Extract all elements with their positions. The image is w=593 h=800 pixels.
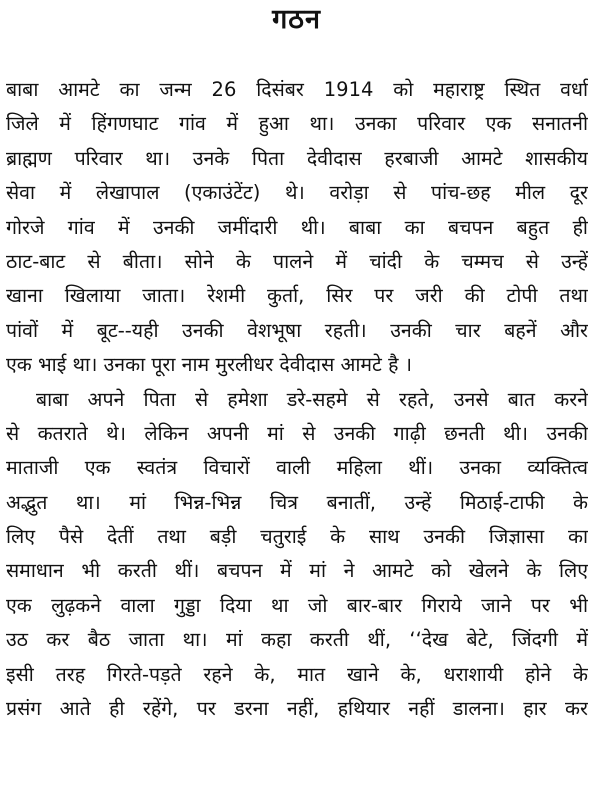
text-line: बाबा आमटे का जन्म 26 दिसंबर 1914 को महाराष्ट्र स्थित वर्धा: [6, 78, 588, 101]
text-line: पांवों में बूट--यही उनकी वेशभूषा रहती। उनकी चार बहनें और: [6, 318, 588, 342]
text-line: जिले में हिंगणघाट गांव में हुआ था। उनका परिवार एक सनातनी: [6, 112, 588, 136]
text-line: एक भाई था। उनका पूरा नाम मुरलीधर देवीदास आमटे है ।: [6, 353, 413, 377]
body-text: [6, 73, 588, 726]
chapter-title: गठन: [272, 4, 321, 35]
text-line: बाबा अपने पिता से हमेशा डरे-सहमे से रहते, उनसे बात करने: [36, 387, 588, 411]
text-line: इसी तरह गिरते-पड़ते रहने के, मात खाने के, धराशायी होने के: [6, 662, 588, 686]
text-line: उठ कर बैठ जाता था। मां कहा करती थीं, ‘‘देख बेटे, जिंदगी में: [6, 628, 588, 652]
text-line: ठाट-बाट से बीता। सोने के पालने में चांदी के चम्मच से उन्हें: [6, 249, 588, 273]
text-line: प्रसंग आते ही रहेंगे, पर डरना नहीं, हथियार नहीं डालना। हार कर: [6, 697, 588, 721]
text-line: समाधान भी करती थीं। बचपन में मां ने आमटे को खेलने के लिए: [6, 559, 588, 583]
text-line: सेवा में लेखापाल (एकाउंटेंट) थे। वरोड़ा से पांच-छह मील दूर: [6, 181, 588, 205]
text-line: माताजी एक स्वतंत्र विचारों वाली महिला थीं। उनका व्यक्तित्व: [6, 456, 588, 480]
text-line: खाना खिलाया जाता। रेशमी कुर्ता, सिर पर जरी की टोपी तथा: [6, 284, 588, 308]
text-line: से कतराते थे। लेकिन अपनी मां से उनकी गाढ़ी छनती थी। उनकी: [6, 421, 588, 445]
text-line: अद्भुत था। मां भिन्न-भिन्न चित्र बनातीं, उन्हें मिठाई-टाफी के: [6, 490, 588, 514]
text-line: गोरजे गांव में उनकी जमींदारी थी। बाबा का बचपन बहुत ही: [6, 215, 588, 239]
text-line: एक लुढ़कने वाला गुड्डा दिया था जो बार-बार गिराये जाने पर भी: [6, 593, 588, 617]
text-line: लिए पैसे देतीं तथा बड़ी चतुराई के साथ उनकी जिज्ञासा का: [6, 525, 588, 549]
text-line: ब्राह्मण परिवार था। उनके पिता देवीदास हरबाजी आमटे शासकीय: [6, 146, 588, 170]
